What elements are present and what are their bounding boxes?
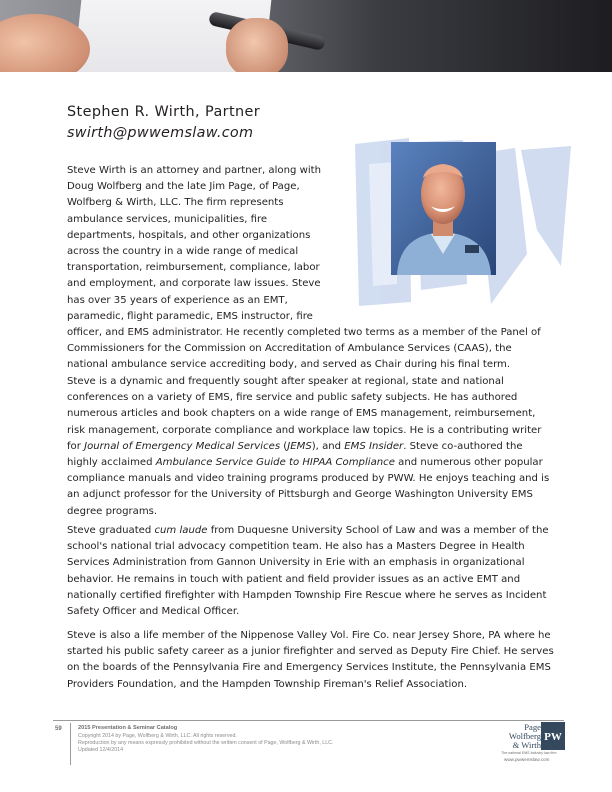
logo-line: Wolfberg <box>508 730 541 741</box>
bio-line: an adjunct professor for the University of Pittsburgh and George Washington University EMS <box>67 489 533 501</box>
header-hand-right <box>226 18 288 72</box>
text-run: highly acclaimed <box>67 457 156 469</box>
honors-text: cum laude <box>154 525 208 536</box>
bio-paragraph-2 <box>67 374 549 520</box>
bio-line: numerous articles and book chapters on a wide range of EMS management, reimbursement, <box>67 408 536 420</box>
bio-line: Steve is a dynamic and frequently sought after speaker at regional, state and national <box>67 376 504 387</box>
footer-rule <box>53 720 564 721</box>
catalog-title: 2015 Presentation & Seminar Catalog <box>78 725 178 731</box>
bio-line: ambulance services, municipalities, fire <box>67 213 268 225</box>
bio-line: degree programs. <box>67 505 158 517</box>
bio-line: Providers Foundation, and the Hampden Township Fireman's Relief Association. <box>67 678 468 690</box>
bio-line: on the boards of the Pennsylvania Fire and Emergency Services Institute, the Pennsylvania EMS <box>67 662 551 674</box>
publication-abbrev: JEMS <box>287 440 312 452</box>
text-run: . Steve co-authored the <box>403 440 523 452</box>
bio-line <box>67 523 549 539</box>
bio-line: paramedic, flight paramedic, EMS instructor, fire <box>67 310 313 322</box>
header-hand-left <box>0 14 90 72</box>
text-run: ( <box>280 440 288 452</box>
bio-paragraph-3 <box>67 523 549 620</box>
bio-line: behavior. He remains in touch with patient and field provider issues as an active EMT and <box>67 573 521 585</box>
bio-line: national ambulance service accrediting body, and served as Chair during his final term. <box>67 359 511 371</box>
bio-line: started his public safety career as a junior firefighter and served as Deputy Fire Chief. He serves <box>67 646 554 658</box>
bio-line: compliance manuals and video training programs produced by PWW. He enjoys teaching and is <box>67 473 550 485</box>
text-run: ), and <box>311 440 345 452</box>
text-run: from Duquesne University School of Law and was a member of the <box>207 525 549 536</box>
bio-line: transportation, reimbursement, compliance, labor <box>67 262 320 274</box>
publication-title: Journal of Emergency Medical Services <box>84 440 281 452</box>
footer-tagline: The national EMS industry law firm <box>501 751 557 755</box>
bio-line: Steve Wirth is an attorney and partner, along with <box>67 165 322 176</box>
bio-line: has over 35 years of experience as an EMT, <box>67 294 288 306</box>
bio-line <box>67 455 549 471</box>
logo-mark-text: PW <box>544 731 562 743</box>
bio-line: officer, and EMS administrator. He recently completed two terms as a member of the Panel of <box>67 327 541 339</box>
profile-email-link[interactable]: swirth@pwwemslaw.com <box>67 125 254 141</box>
bio-line: school's national trial advocacy competition team. He also has a Masters Degree in Health <box>67 541 525 553</box>
bio-line: and employment, and corporate law issues. Steve <box>67 278 321 290</box>
text-run: Steve graduated <box>67 525 155 536</box>
updated-date: Updated 12/4/2014 <box>78 747 124 753</box>
logo-line: & Wirth <box>512 739 541 750</box>
page-number: 59 <box>55 726 62 732</box>
text-run: and numerous other popular <box>394 457 543 469</box>
footer-website-link[interactable]: www.pwwemslaw.com <box>504 757 550 762</box>
header-photo <box>0 0 612 72</box>
bio-line <box>67 439 549 455</box>
bio-line: departments, hospitals, and other organizations <box>67 229 311 241</box>
pww-logo-mark-icon <box>541 722 565 750</box>
footer-logo-wordmark <box>500 723 541 749</box>
bio-line: conferences on a variety of EMS, fire service and public safety subjects. He has authored <box>67 392 518 404</box>
bio-line: risk management, corporate compliance and workplace law topics. He is a contributing writer <box>67 424 542 436</box>
reproduction-notice: Reproduction by any means expressly prohibited without the written consent of Page, Wolfberg & Wirth, LLC. <box>78 740 334 746</box>
bio-line: across the country in a wide range of medical <box>67 246 299 258</box>
profile-name: Stephen R. Wirth, Partner <box>67 104 261 120</box>
bio-line: Steve is also a life member of the Nippenose Valley Vol. Fire Co. near Jersey Shore, PA where he <box>67 630 551 641</box>
bio-line: Doug Wolfberg and the late Jim Page, of Page, <box>67 181 300 193</box>
bio-line: nationally certified firefighter with Hampden Township Fire Rescue where he serves as Incident <box>67 589 547 601</box>
bio-line: Wolfberg & Wirth, LLC. The firm represents <box>67 197 284 209</box>
copyright-notice: Copyright 2014 by Page, Wolfberg & Wirth, LLC. All rights reserved. <box>78 733 237 739</box>
logo-line: Page <box>524 722 541 732</box>
text-run: for <box>67 440 85 452</box>
footer-divider <box>70 723 71 765</box>
bio-paragraph-1 <box>67 163 541 374</box>
bio-line: Services Administration from Gannon University in Erie with an emphasis in organizational <box>67 557 525 569</box>
bio-paragraph-4 <box>67 628 554 693</box>
bio-line: Safety Officer and Medical Officer. <box>67 606 240 618</box>
book-title: Ambulance Service Guide to HIPAA Compliance <box>155 457 395 469</box>
publication-title: EMS Insider <box>344 440 404 452</box>
bio-line: Commissioners for the Commission on Accreditation of Ambulance Services (CAAS), the <box>67 343 512 355</box>
